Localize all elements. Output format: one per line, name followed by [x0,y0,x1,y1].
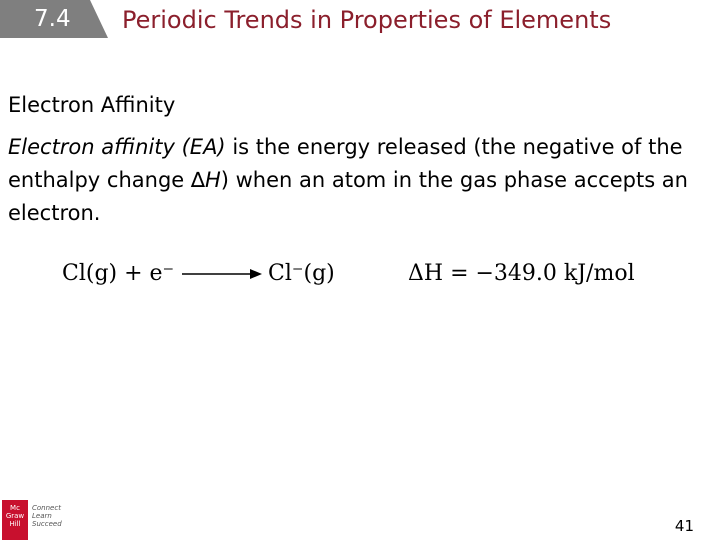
logo-box: Mc Graw Hill [2,500,28,540]
definition-paragraph [8,131,708,230]
section-number: 7.4 [34,6,71,32]
defined-term: Electron affinity (EA) [8,135,226,159]
logo-tagline: Connect Learn Succeed [32,504,62,528]
definition-text-2: ) when an atom in the gas phase accepts an electron. [8,168,688,225]
section-tab [0,0,108,38]
slide-title: Periodic Trends in Properties of Elements [122,6,612,34]
equation-products: Cl⁻(g) [268,261,335,286]
definition-text-1: is the energy released (the negative of the enthalpy change [8,135,683,192]
page-number: 41 [674,517,694,535]
enthalpy-value: ΔH = −349.0 kJ/mol [408,261,635,286]
reaction-arrow-icon [182,264,262,284]
enthalpy-symbol: H [204,168,221,192]
equation-reactants: Cl(g) + e⁻ [62,261,175,286]
delta-symbol: ∆ [190,168,205,192]
subheading: Electron Affinity [8,93,176,117]
publisher-logo [2,500,74,540]
